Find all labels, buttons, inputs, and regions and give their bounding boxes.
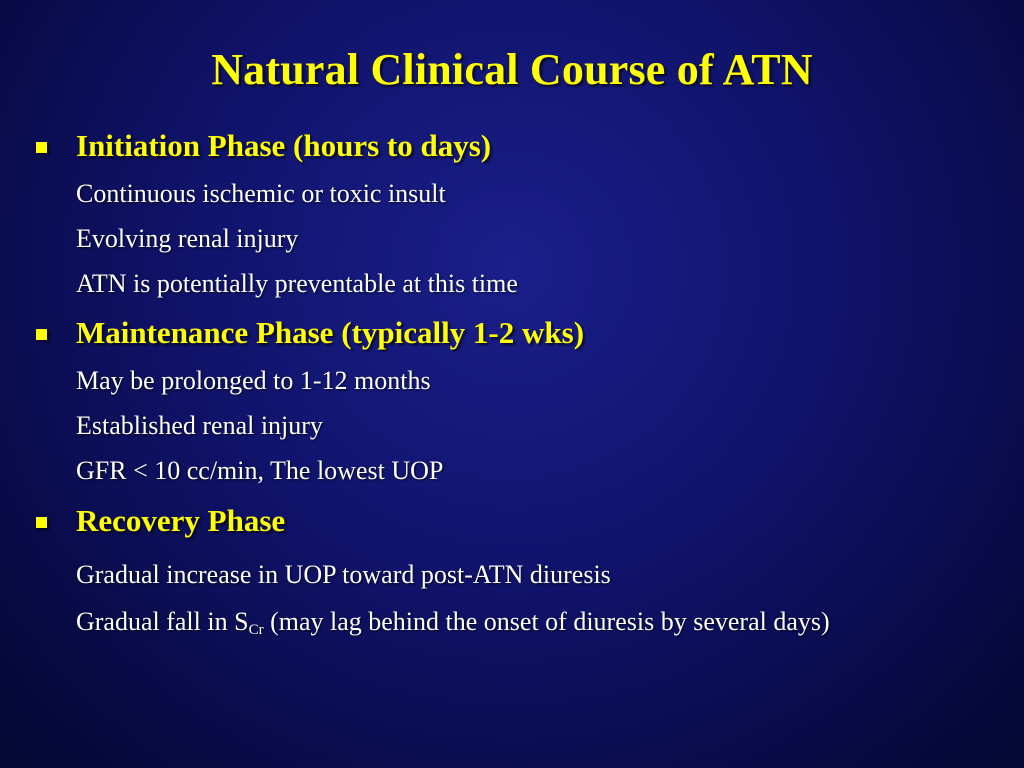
- list-item-suffix: (may lag behind the onset of diuresis by several days): [263, 607, 830, 636]
- section-heading-text: Initiation Phase (hours to days): [76, 128, 492, 163]
- section-heading-text: Maintenance Phase (typically 1-2 wks): [76, 315, 585, 350]
- list-item: Continuous ischemic or toxic insult: [76, 179, 446, 208]
- bullet-square-icon: [36, 329, 47, 340]
- bullet-square-icon: [36, 517, 47, 528]
- creatinine-subscript: Cr: [248, 622, 264, 638]
- list-item: [76, 604, 976, 648]
- list-item-prefix: Gradual fall in S: [76, 607, 249, 636]
- list-item: Evolving renal injury: [76, 224, 299, 253]
- list-item: ATN is potentially preventable at this time: [76, 269, 518, 298]
- list-item: Established renal injury: [76, 411, 323, 440]
- bullet-square-icon: [36, 142, 47, 153]
- section-heading-text: Recovery Phase: [76, 503, 286, 538]
- slide-title: Natural Clinical Course of ATN: [211, 45, 813, 94]
- list-item: May be prolonged to 1-12 months: [76, 366, 431, 395]
- list-item: GFR < 10 cc/min, The lowest UOP: [76, 456, 444, 485]
- list-item: Gradual increase in UOP toward post-ATN diuresis: [76, 560, 611, 589]
